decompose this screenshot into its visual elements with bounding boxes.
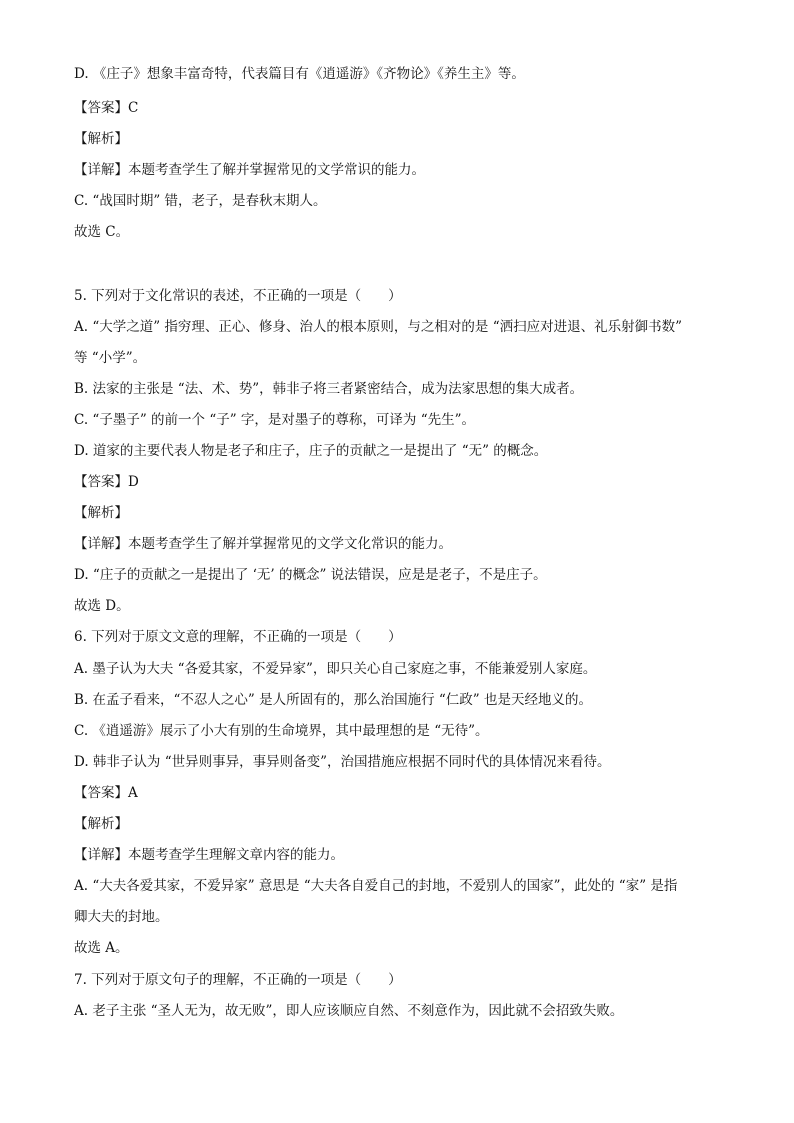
analysis-label-q5: 【解析】 [74,505,128,521]
option-c-q6: C. 《逍遥游》展示了小大有别的生命境界，其中最理想的是 “无待”。 [74,723,489,739]
explanation-q6-cont: 卿大夫的封地。 [74,909,169,925]
answer-label-q4: 【答案】C [74,100,139,116]
question-6: 6. 下列对于原文文意的理解，不正确的一项是（ ） [74,629,402,645]
option-d-q5: D. 道家的主要代表人物是老子和庄子，庄子的贡献之一是提出了 “无” 的概念。 [74,443,548,459]
question-7: 7. 下列对于原文句子的理解，不正确的一项是（ ） [74,972,402,988]
analysis-label-q6: 【解析】 [74,816,128,832]
choice-q4: 故选 C。 [74,224,130,240]
option-a-q5: A. “大学之道” 指穷理、正心、修身、治人的根本原则，与之相对的是 “洒扫应对进退、礼乐射御书数” [74,319,683,335]
option-d-q6: D. 韩非子认为 “世异则事异，事异则备变”，治国措施应根据不同时代的具体情况来看待。 [74,754,611,770]
option-c-q5: C. “子墨子” 的前一个 “子” 字，是对墨子的尊称，可译为 “先生”。 [74,412,476,428]
question-5: 5. 下列对于文化常识的表述，不正确的一项是（ ） [74,288,402,304]
choice-q6: 故选 A。 [74,940,129,956]
option-a-q7: A. 老子主张 “圣人无为，故无败”，即人应该顺应自然、不刻意作为，因此就不会招致失败。 [74,1003,624,1019]
detail-q4: 【详解】本题考查学生了解并掌握常见的文学常识的能力。 [74,162,425,178]
explanation-q6: A. “大夫各爱其家，不爱异家” 意思是 “大夫各自爱自己的封地，不爱别人的国家”，此处的 “家” 是指 [74,878,678,894]
detail-q6: 【详解】本题考查学生理解文章内容的能力。 [74,847,344,863]
detail-q5: 【详解】本题考查学生了解并掌握常见的文学文化常识的能力。 [74,536,452,552]
choice-q5: 故选 D。 [74,598,130,614]
option-a-q6: A. 墨子认为大夫 “各爱其家，不爱异家”，即只关心自己家庭之事，不能兼爱别人家庭。 [74,661,597,677]
option-b-q5: B. 法家的主张是 “法、术、势”，韩非子将三者紧密结合，成为法家思想的集大成者。 [74,381,584,397]
explanation-q5: D. “庄子的贡献之一是提出了 ‘无’ 的概念” 说法错误，应是是老子，不是庄子。 [74,567,547,583]
answer-label-q6: 【答案】A [74,785,138,801]
analysis-label-q4: 【解析】 [74,131,128,147]
explanation-q4: C. “战国时期” 错，老子，是春秋末期人。 [74,193,327,209]
option-a-q5-cont: 等 “小学”。 [74,350,147,366]
option-b-q6: B. 在孟子看来，“不忍人之心” 是人所固有的，那么治国施行 “仁政” 也是天经地义的。 [74,692,592,708]
option-d-q4: D. 《庄子》想象丰富奇特，代表篇目有《逍遥游》《齐物论》《养生主》等。 [74,66,525,82]
answer-label-q5: 【答案】D [74,474,139,490]
